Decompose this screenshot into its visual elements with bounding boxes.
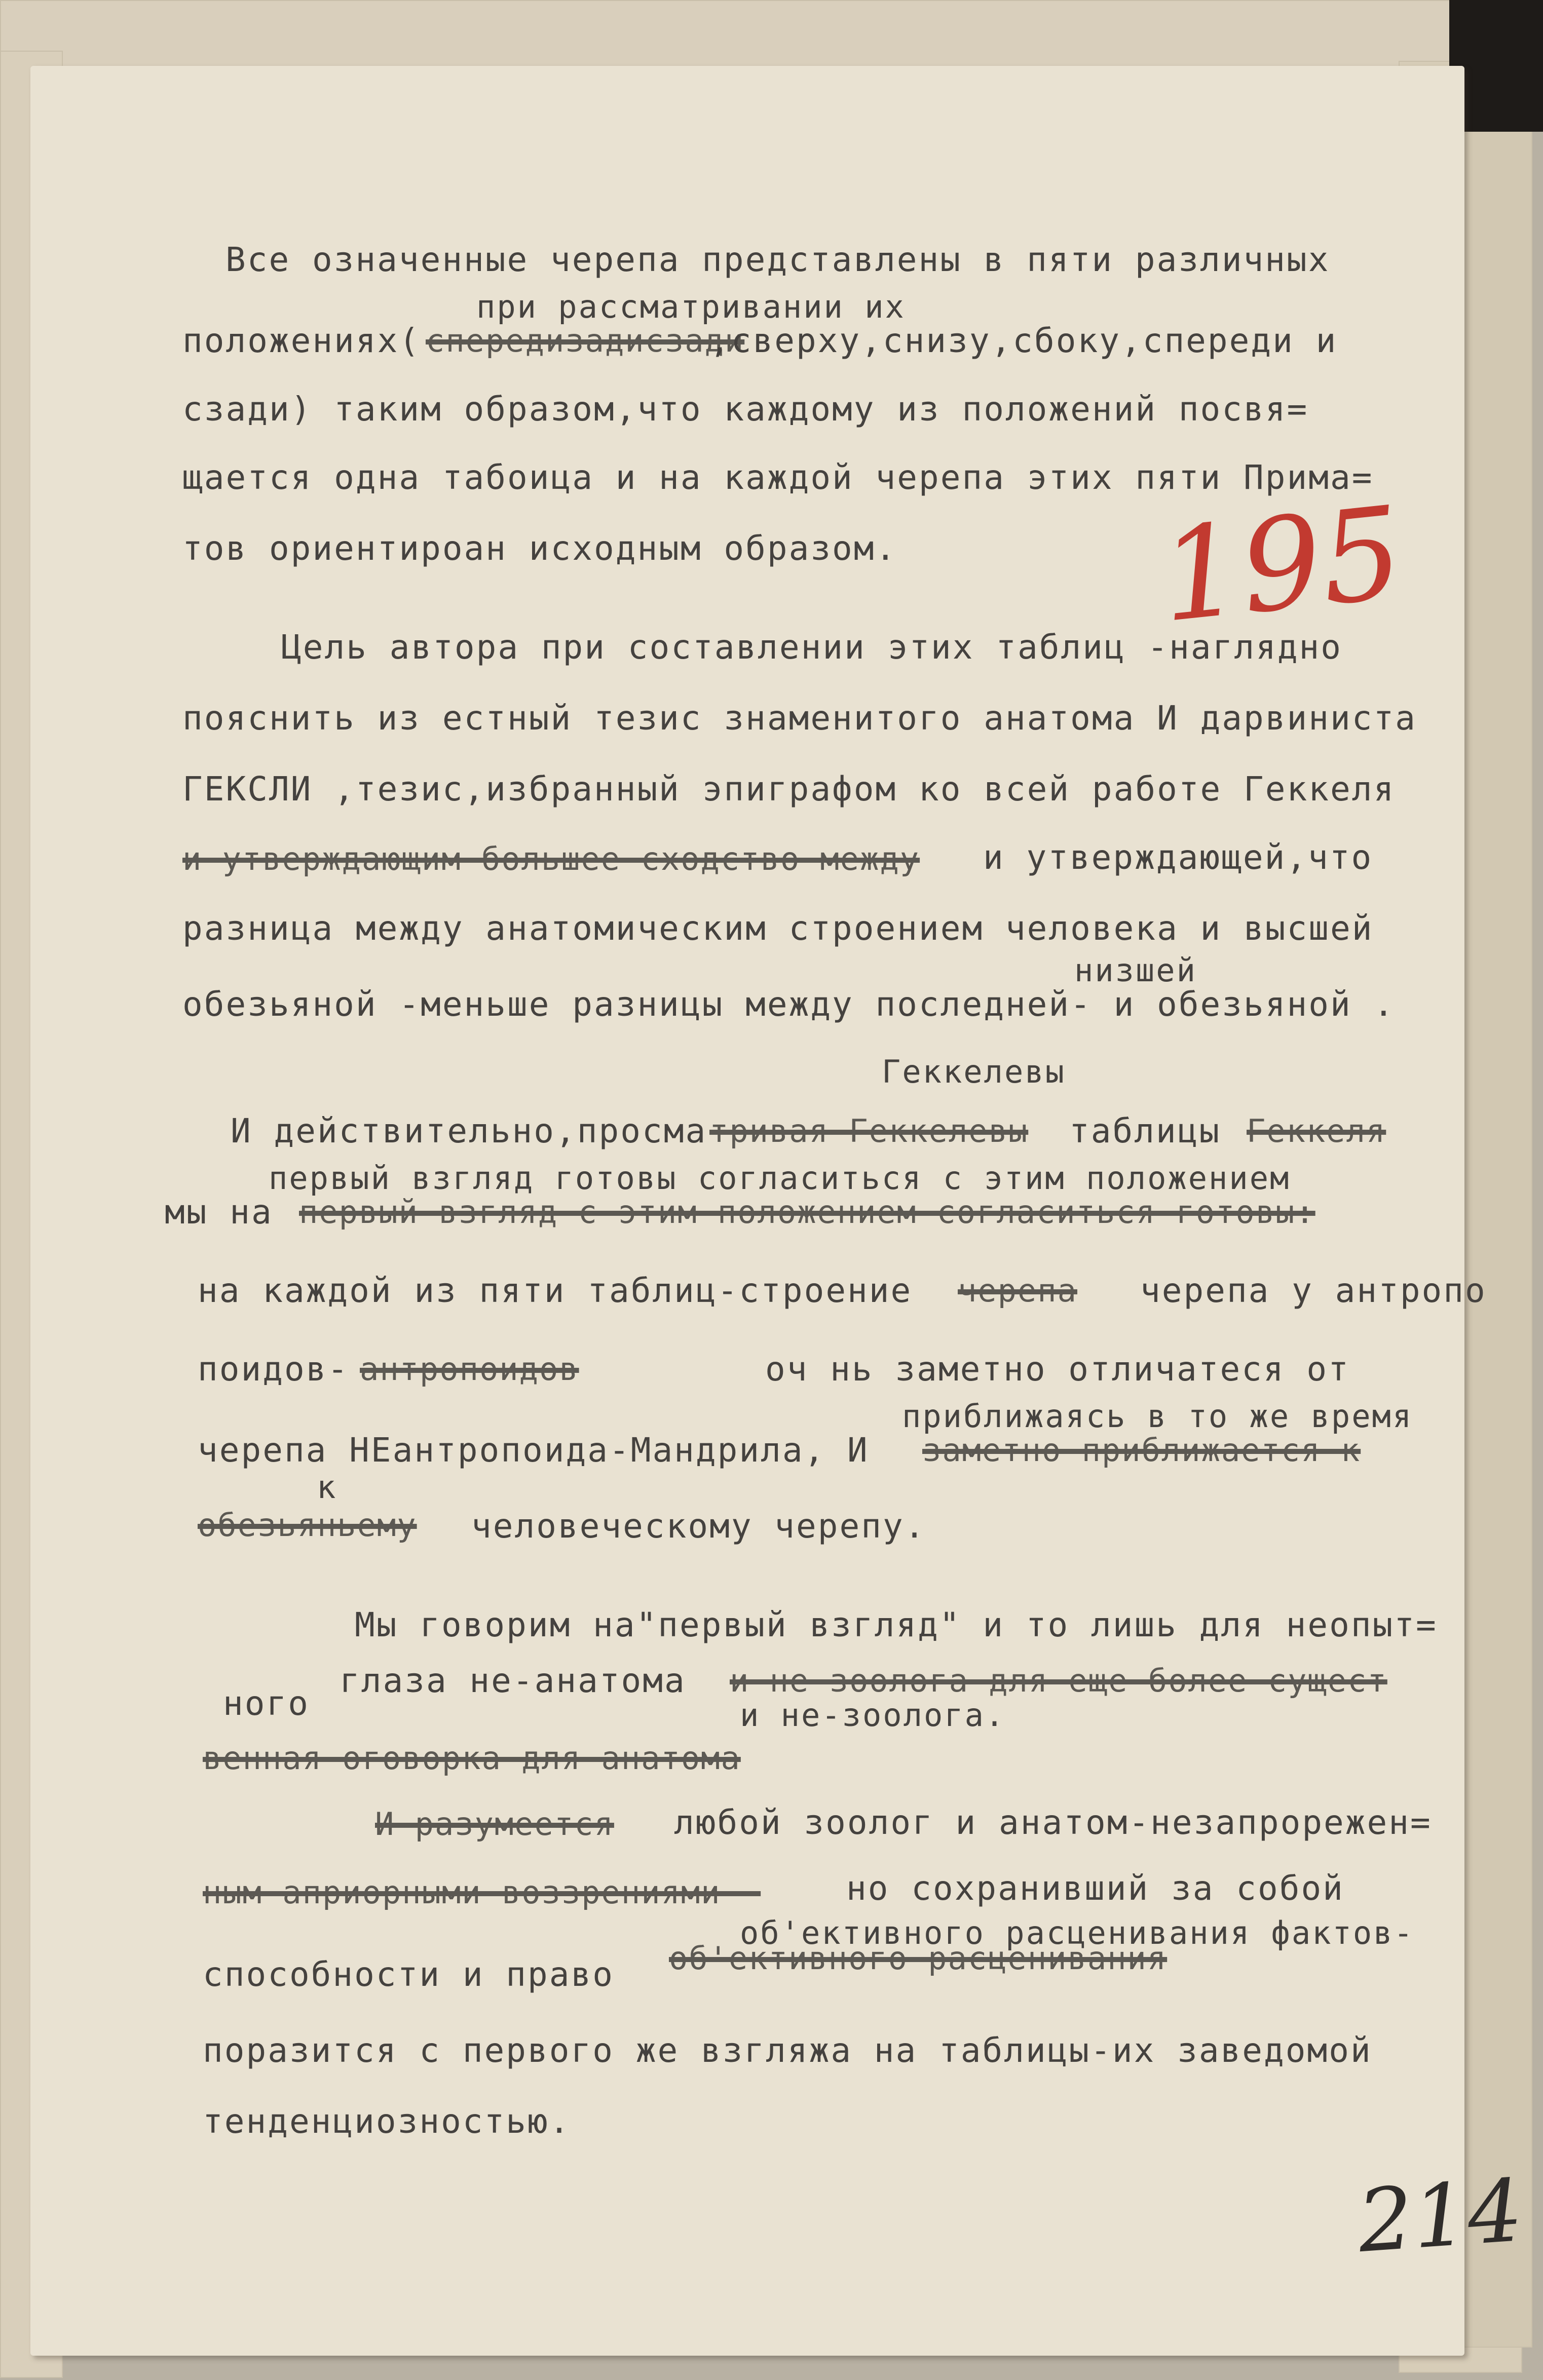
text-p3-line-1b: таблицы: [1069, 1111, 1221, 1150]
inserted-text-p4: и не-зоолога.: [740, 1697, 1006, 1734]
struck-text-p3-line-5: заметно приближается к: [922, 1432, 1361, 1469]
struck-text-p3-line-1: тривая Геккелевы: [709, 1112, 1029, 1149]
text-p5-line-2: но сохранивший за собой: [846, 1869, 1344, 1908]
text-p4-line-1: Мы говорим на"первый взгляд" и то лишь для неопыт=: [355, 1605, 1438, 1644]
text-p5-line-1: любой зоолог и анатом-незапрорежен=: [674, 1803, 1432, 1842]
text-p5-line-3: способности и право: [203, 1955, 614, 1994]
handwritten-page-number-red: 195: [1153, 478, 1410, 651]
text-p3-line-4b: оч нь заметно отличатеся от: [765, 1350, 1350, 1389]
text-line-1: Все означенные черепа представлены в пяти различных: [225, 240, 1330, 279]
text-line-3: сзади) таким образом,что каждому из положений посвя=: [182, 390, 1309, 429]
text-p4-line-2b: глаза не-анатома: [340, 1661, 686, 1700]
text-line-5: тов ориентироан исходным образом.: [182, 529, 897, 568]
inserted-text-p3-1: Геккелевы: [882, 1053, 1066, 1090]
text-p4-line-2a: ного: [223, 1684, 310, 1723]
struck-text-p5-line-2: ным априорными воззрениями -: [203, 1874, 761, 1911]
struck-text-p3-line-1b: Геккеля: [1247, 1112, 1386, 1149]
text-p3-line-4a: поидов-: [198, 1350, 350, 1389]
text-p2-line-6: обезьяной -меньше разницы между последней- и обезьяной .: [182, 985, 1396, 1024]
inserted-text-p2: низшей: [1074, 952, 1197, 989]
inserted-text-1: при рассматривании их: [476, 288, 906, 325]
text-p3-line-3: на каждой из пяти таблиц-строение: [198, 1271, 913, 1310]
text-p2-line-4: и утверждающей,что: [983, 838, 1373, 877]
inserted-text-p5: об'ективного расценивания фактов-: [740, 1914, 1414, 1951]
struck-text-p3-line-3: черепа: [958, 1272, 1077, 1309]
inserted-text-p3-2: первый взгляд готовы согласиться с этим положением: [269, 1160, 1291, 1197]
typewritten-page: [30, 66, 1526, 2356]
text-p3-line-3b: черепа у антропо: [1140, 1271, 1487, 1310]
text-p2-line-3: ГЕКСЛИ ,тезис,избранный эпиграфом ко всей работе Геккеля: [182, 770, 1396, 809]
text-p3-line-5a: черепа НЕантропоида-Мандрила, И: [198, 1431, 869, 1470]
text-p3-line-6: человеческому черепу.: [471, 1507, 926, 1546]
struck-text-line-2: спередизадисзади: [426, 322, 745, 359]
text-p3-line-1a: И действительно,просма: [231, 1111, 707, 1150]
struck-text-p4-line-3: венная оговорка для анатома: [203, 1740, 741, 1777]
struck-text-p3-line-2: первый взгляд с этим положением согласиться готовы:: [299, 1194, 1315, 1231]
inserted-text-p3-3: приближаясь в то же время: [902, 1398, 1413, 1435]
text-line-4: щается одна табоица и на каждой черепа этих пяти Прима=: [182, 458, 1374, 497]
struck-text-p3-line-4: антропоидов: [360, 1351, 579, 1388]
text-p5-line-5: тенденциозностью.: [203, 2102, 571, 2141]
struck-text-p5-line-1: И разумеется: [375, 1806, 614, 1842]
text-p3-line-2a: мы на: [165, 1193, 273, 1232]
struck-text-p2-line-4: и утверждающим большее сходство между: [182, 840, 920, 877]
inserted-text-p3-4: к: [317, 1469, 337, 1506]
handwritten-page-number-ink: 214: [1354, 2160, 1526, 2273]
struck-text-p4-line-2: и не-зоолога для еще более сущест: [730, 1662, 1387, 1699]
struck-text-p5-line-3: об'ективного расценивания: [669, 1940, 1168, 1977]
text-p5-line-4: поразится с первого же взгляжа на таблицы-их заведомой: [203, 2031, 1372, 2070]
text-p2-line-2: пояснить из естный тезис знаменитого анатома И дарвиниста: [182, 699, 1417, 738]
text-p2-line-1: Цель автора при составлении этих таблиц -наглядно: [281, 628, 1343, 667]
struck-text-p3-line-6: обезьяньему: [198, 1507, 417, 1544]
text-line-2a: положениях(: [182, 321, 421, 360]
text-line-2b: ,сверху,снизу,сбоку,спереди и: [709, 321, 1338, 360]
text-p2-line-5: разница между анатомическим строением человека и высшей: [182, 909, 1374, 948]
